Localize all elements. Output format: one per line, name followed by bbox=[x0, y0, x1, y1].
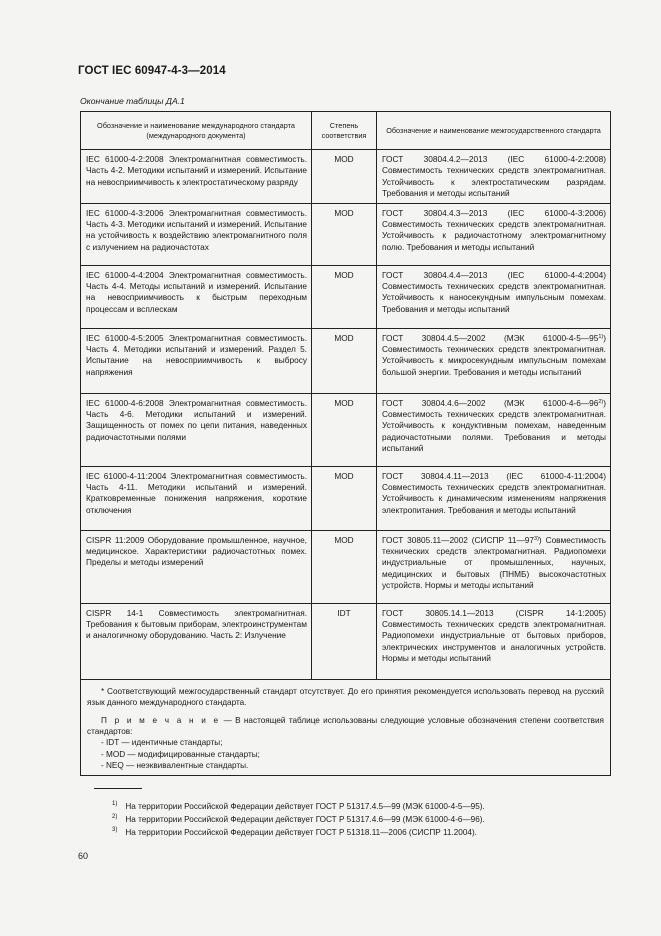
interstate-text: ГОСТ 30804.4.5—2002 (МЭК 61000-4-5—95 bbox=[382, 332, 599, 343]
interstate-standard-cell: ГОСТ 30804.4.2—2013 (IEC 61000-4-2:2008) Совместимость технических средств электромагнитная. Устойчивость к электростатическим разрядам. Требования и методы испытаний bbox=[377, 150, 611, 204]
legend-item: - NEQ — неэквивалентные стандарты. bbox=[101, 760, 249, 770]
header-intl-standard: Обозначение и наименование международного стандарта (международного документа) bbox=[81, 112, 312, 150]
interstate-standard-cell bbox=[377, 393, 611, 466]
table-caption: Окончание таблицы ДА.1 bbox=[80, 96, 185, 106]
note-text: — В настоящей таблице использованы следующие условные обозначения степени соответствия стандартов: bbox=[87, 716, 604, 737]
interstate-standard-cell: ГОСТ 30804.4.4—2013 (IEC 61000-4-4:2004) Совместимость технических средств электромагнитная. Устойчивость к наносекундным импульсным помехам. Требования и методы испытаний bbox=[377, 265, 611, 328]
table-row bbox=[81, 265, 611, 328]
degree-cell: MOD bbox=[312, 466, 377, 530]
table-row bbox=[81, 328, 611, 393]
degree-cell: MOD bbox=[312, 530, 377, 603]
footnote-ref: 1) bbox=[598, 333, 604, 340]
table-row bbox=[81, 203, 611, 265]
degree-cell: MOD bbox=[312, 393, 377, 466]
intl-standard-cell: CISPR 14-1 Совместимость электромагнитная. Требования к бытовым приборам, электроинструментам и аналогичному оборудованию. Часть 2: Излучение bbox=[81, 603, 312, 679]
footnote-mark: 3) bbox=[112, 827, 118, 833]
footnote-ref: 3) bbox=[534, 535, 539, 542]
intl-standard-cell: IEC 61000-4-11:2004 Электромагнитная совместимость. Часть 4-11. Методики испытаний и измерений. Кратковременные понижения напряжения, короткие отключения bbox=[81, 466, 312, 530]
intl-standard-cell: IEC 61000-4-3:2006 Электромагнитная совместимость. Часть 4-3. Методики испытаний и измерений. Испытание на устойчивость к воздействию электромагнитного поля с излучением на радиочастотах bbox=[81, 203, 312, 265]
interstate-standard-cell: ГОСТ 30804.4.11—2013 (IEC 61000-4-11:2004) Совместимость технических средств электромагнитная. Устойчивость к динамическим изменениям напряжения электропитания. Требования и методы испытаний bbox=[377, 466, 611, 530]
footnote-divider bbox=[94, 788, 142, 789]
interstate-standard-cell: ГОСТ 30805.14.1—2013 (CISPR 14-1:2005) Совместимость технических средств электромагнитная. Радиопомехи индустриальные от бытовых приборов, электрических инструментов и аналогичных устройств. Нормы и методы испытаний bbox=[377, 603, 611, 679]
footnote-mark: 2) bbox=[112, 814, 118, 820]
footnote-star: * Соответствующий межгосударственный стандарт отсутствует. До его принятия рекомендуется использовать перевод на русский язык данного международного стандарта. bbox=[87, 686, 604, 707]
standards-table bbox=[80, 111, 611, 776]
page-number: 60 bbox=[78, 851, 89, 861]
intl-standard-cell: IEC 61000-4-4:2004 Электромагнитная совместимость. Часть 4-4. Методы испытаний и измерений. Испытание на невосприимчивость к быстрым переходным процессам и всплескам bbox=[81, 265, 312, 328]
degree-cell: MOD bbox=[312, 265, 377, 328]
interstate-standard-cell bbox=[377, 328, 611, 393]
interstate-standard-cell: ГОСТ 30804.4.3—2013 (IEC 61000-4-3:2006) Совместимость технических средств электромагнитная. Устойчивость к радиочастотному электромагнитному полю. Требования и методы испытаний bbox=[377, 203, 611, 265]
interstate-standard-cell bbox=[377, 530, 611, 603]
interstate-text: ) Совместимость технических средств электромагнитная. Устойчивость к кондуктивным помехам, наведенным радиочастотными полями. Требования и методы испытаний bbox=[382, 397, 606, 454]
page-footnote bbox=[112, 815, 485, 824]
intl-standard-cell: IEC 61000-4-2:2008 Электромагнитная совместимость. Часть 4-2. Методики испытаний и измерений. Испытание на невосприимчивость к электростатическому разряду bbox=[81, 150, 312, 204]
interstate-text: ) Совместимость технических средств электромагнитная. Радиопомехи индустриальные от промышленных, научных, медицинских и бытовых (ПНМБ) высокочастотных устройств. Нормы и методы испытаний bbox=[382, 534, 606, 591]
intl-standard-cell: IEC 61000-4-5:2005 Электромагнитная совместимость. Часть 4. Методики испытаний и измерений. Раздел 5. Испытание на невосприимчивость к выбросу напряжения bbox=[81, 328, 312, 393]
degree-cell: MOD bbox=[312, 150, 377, 204]
footnote-ref: 2) bbox=[598, 398, 604, 405]
page-title: ГОСТ IEC 60947-4-3—2014 bbox=[78, 65, 226, 77]
interstate-text: ГОСТ 30804.4.6—2002 (МЭК 61000-4-6—96 bbox=[382, 397, 599, 408]
table-footer-row bbox=[81, 679, 611, 775]
footnote-text: На территории Российской Федерации действует ГОСТ Р 51317.4.6—99 (МЭК 61000-4-6—96). bbox=[125, 815, 485, 824]
footnote-text: На территории Российской Федерации действует ГОСТ Р 51318.11—2006 (СИСПР 11.2004). bbox=[125, 828, 477, 837]
page-footnote bbox=[112, 828, 477, 837]
degree-cell: MOD bbox=[312, 328, 377, 393]
intl-standard-cell: CISPR 11:2009 Оборудование промышленное, научное, медицинское. Характеристики радиочастотных помех. Пределы и методы измерений bbox=[81, 530, 312, 603]
table-row bbox=[81, 603, 611, 679]
table-header-row bbox=[81, 112, 611, 150]
footnote-mark: 1) bbox=[112, 801, 118, 807]
note-label: П р и м е ч а н и е bbox=[101, 716, 221, 726]
table-row bbox=[81, 466, 611, 530]
table-row bbox=[81, 150, 611, 204]
interstate-text: ГОСТ 30805.11—2002 (СИСПР 11—97 bbox=[382, 534, 535, 545]
table-notes-cell bbox=[81, 679, 611, 775]
footnote-text: На территории Российской Федерации действует ГОСТ Р 51317.4.5—99 (МЭК 61000-4-5—95). bbox=[125, 802, 485, 811]
note-paragraph bbox=[87, 715, 604, 737]
header-degree: Степень соответствия bbox=[312, 112, 377, 150]
legend-item: - MOD — модифицированные стандарты; bbox=[101, 749, 260, 759]
table-row bbox=[81, 530, 611, 603]
interstate-text: ) Совместимость технических средств электромагнитная. Устойчивость к микросекундным импульсным помехам большой энергии. Требования и методы испытаний bbox=[382, 332, 606, 377]
header-interstate-standard: Обозначение и наименование межгосударственного стандарта bbox=[377, 112, 611, 150]
intl-standard-cell: IEC 61000-4-6:2008 Электромагнитная совместимость. Часть 4-6. Методики испытаний и измерений. Защищенность от помех по цепи питания, наведенных радиочастотными полями bbox=[81, 393, 312, 466]
degree-cell: IDT bbox=[312, 603, 377, 679]
page-footnote bbox=[112, 802, 485, 811]
degree-cell: MOD bbox=[312, 203, 377, 265]
table-row bbox=[81, 393, 611, 466]
legend-item: - IDT — идентичные стандарты; bbox=[101, 738, 223, 748]
